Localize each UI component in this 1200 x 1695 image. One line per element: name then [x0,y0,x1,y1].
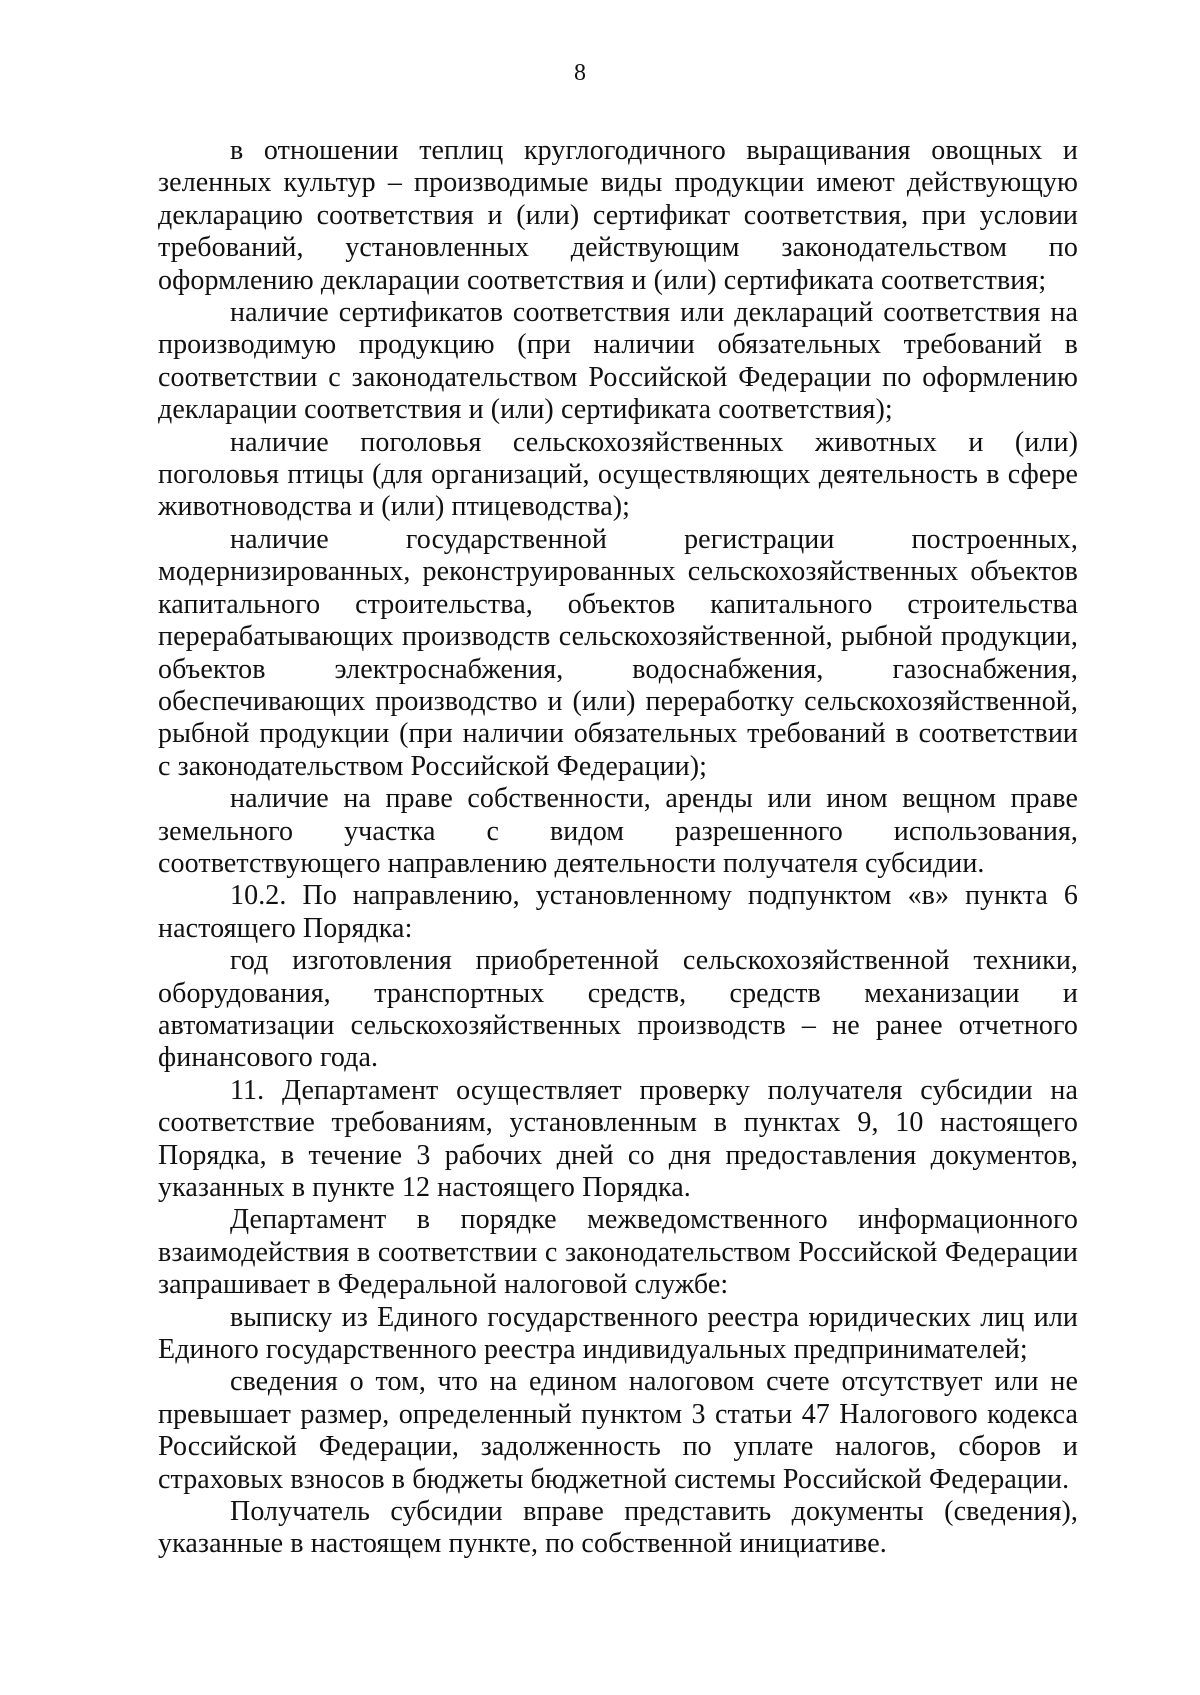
paragraph: Департамент в порядке межведомственного информационного взаимодействия в соответствии с законодательством Российской Федерации запрашивает в Федеральной налоговой службе: [158,1204,1078,1301]
paragraph: в отношении теплиц круглогодичного выращивания овощных и зеленных культур – производимые виды продукции имеют действующую декларацию соответствия и (или) сертификат соответствия, при условии требований, установленных действующим законодательством по оформлению декларации соответствия и (или) сертификата соответствия; [158,135,1078,296]
paragraph: 10.2. По направлению, установленному подпунктом «в» пункта 6 настоящего Порядка: [158,880,1078,944]
document-body [158,135,1078,1561]
paragraph: год изготовления приобретенной сельскохозяйственной техники, оборудования, транспортных средств, средств механизации и автоматизации сельскохозяйственных производств – не ранее отчетного финансового года. [158,945,1078,1074]
paragraph: 11. Департамент осуществляет проверку получателя субсидии на соответствие требованиям, установленным в пунктах 9, 10 настоящего Порядка, в течение 3 рабочих дней со дня предоставления документов, указанных в пункте 12 настоящего Порядка. [158,1074,1078,1203]
paragraph: выписку из Единого государственного реестра юридических лиц или Единого государственного реестра индивидуальных предпринимателей; [158,1301,1078,1366]
paragraph: наличие на праве собственности, аренды или ином вещном праве земельного участка с видом разрешенного использования, соответствующего направлению деятельности получателя субсидии. [158,783,1078,879]
paragraph: наличие государственной регистрации построенных, модернизированных, реконструированных сельскохозяйственных объектов капитального строительства, объектов капитального строительства перерабатывающих производств сельскохозяйственной, рыбной продукции, объектов электроснабжения, водоснабжения, газоснабжения, обеспечивающих производство и (или) переработку сельскохозяйственной, рыбной продукции (при наличии обязательных требований в соответствии с законодательством Российской Федерации); [158,523,1078,782]
paragraph: сведения о том, что на едином налоговом счете отсутствует или не превышает размер, определенный пунктом 3 статьи 47 Налогового кодекса Российской Федерации, задолженность по уплате налогов, сборов и страховых взносов в бюджеты бюджетной системы Российской Федерации. [158,1366,1078,1495]
paragraph: Получатель субсидии вправе представить документы (сведения), указанные в настоящем пункте, по собственной инициативе. [158,1496,1078,1560]
paragraph: наличие поголовья сельскохозяйственных животных и (или) поголовья птицы (для организаций, осуществляющих деятельность в сфере животноводства и (или) птицеводства); [158,426,1078,523]
page-number: 8 [574,60,586,86]
paragraph: наличие сертификатов соответствия или деклараций соответствия на производимую продукцию (при наличии обязательных требований в соответствии с законодательством Российской Федерации по оформлению декларации соответствия и (или) сертификата соответствия); [158,297,1078,426]
